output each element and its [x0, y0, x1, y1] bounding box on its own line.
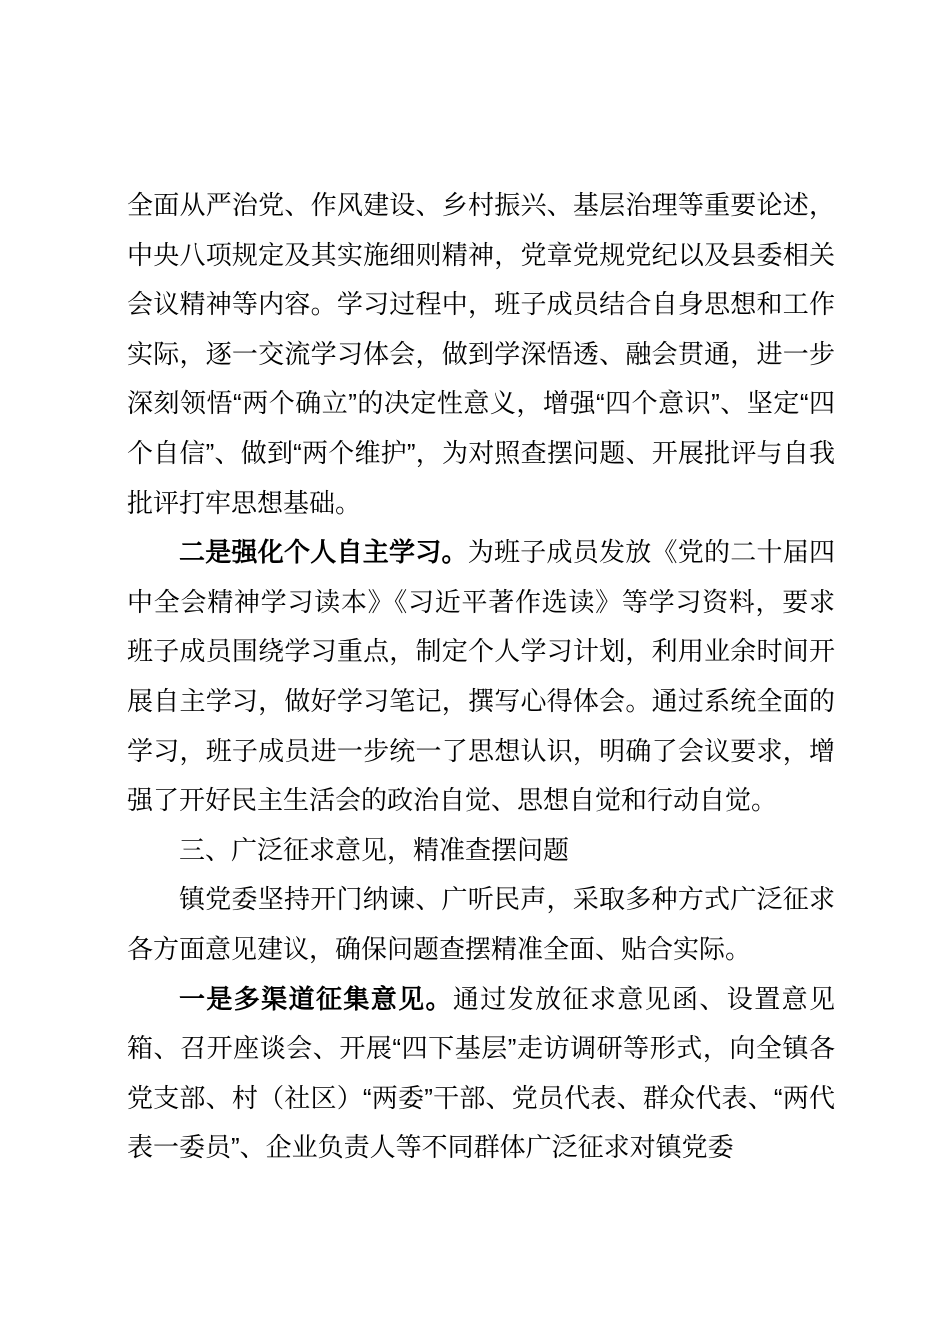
paragraph-text: 通过发放征求意见函、设置意见箱、召开座谈会、开展“四下基层”走访调研等形式，向全镇各党支部、村（社区）“两委”干部、党员代表、群众代表、“两代表一委员”、企业负责人等不同群体广泛征求对镇党委 [127, 983, 835, 1163]
paragraph-collect-channels [127, 975, 835, 1173]
heading-text: 三、广泛征求意见，精准查摆问题 [179, 834, 570, 865]
paragraph-text: 为班子成员发放《党的二十届四中全会精神学习读本》《习近平著作选读》等学习资料，要求班子成员围绕学习重点，制定个人学习计划，利用业余时间开展自主学习，做好学习笔记，撰写心得体会。通过系统全面的学习，班子成员进一步统一了思想认识，明确了会议要求，增强了开好民主生活会的政治自觉、思想自觉和行动自觉。 [127, 537, 835, 816]
paragraph-bold-lead: 二是强化个人自主学习。 [179, 537, 468, 568]
section-heading-three [127, 826, 835, 876]
document-body [127, 181, 835, 1173]
paragraph-seek-opinions [127, 875, 835, 974]
paragraph-text: 全面从严治党、作风建设、乡村振兴、基层治理等重要论述，中央八项规定及其实施细则精神，党章党规党纪以及县委相关会议精神等内容。学习过程中，班子成员结合自身思想和工作实际，逐一交流学习体会，做到学深悟透、融会贯通，进一步深刻领悟“两个确立”的决定性意义，增强“四个意识”、坚定“四个自信”、做到“两个维护”，为对照查摆问题、开展批评与自我批评打牢思想基础。 [127, 190, 835, 518]
paragraph-text: 镇党委坚持开门纳谏、广听民声，采取多种方式广泛征求各方面意见建议，确保问题查摆精准全面、贴合实际。 [127, 884, 835, 964]
paragraph-self-study [127, 528, 835, 826]
paragraph-bold-lead: 一是多渠道征集意见。 [179, 983, 453, 1014]
paragraph-study-content [127, 181, 835, 528]
